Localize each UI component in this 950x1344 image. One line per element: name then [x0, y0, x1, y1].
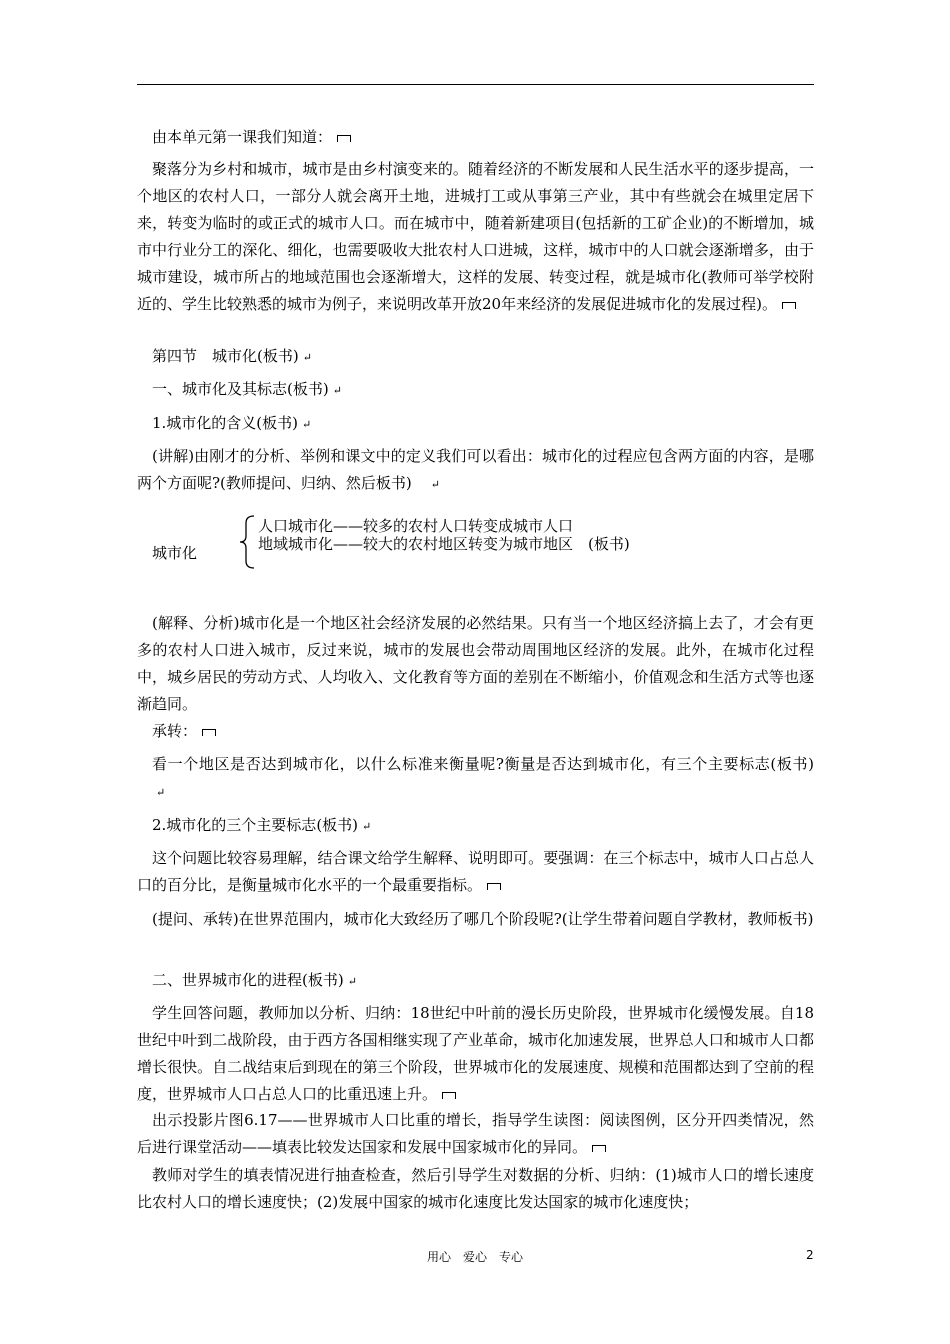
heading-one	[152, 376, 342, 404]
section-heading	[152, 343, 312, 371]
paragraph-mark-icon	[592, 1145, 606, 1152]
header-rule	[137, 84, 814, 85]
paragraph-2-text: (讲解)由刚才的分析、举例和课文中的定义我们可以看出：城市化的过程应包含两方面的内容，是哪两个方面呢?(教师提问、归纳、然后板书)	[137, 447, 814, 492]
line-break-mark-icon: ↵	[347, 974, 357, 988]
transition-text: 承转：	[152, 722, 198, 740]
intro-text: 由本单元第一课我们知道：	[152, 128, 333, 146]
paragraph-4	[137, 751, 814, 806]
heading-one-2-text: 2.城市化的三个主要标志(板书)	[152, 816, 359, 834]
paragraph-1-text: 聚落分为乡村和城市，城市是由乡村演变来的。随着经济的不断发展和人民生活水平的逐步提高，一个地区的农村人口，一部分人就会离开土地，进城打工或从事第三产业，其中有些就会在城里定居下来，转变为临时的或正式的城市人口。而在城市中，随着新建项目(包括新的工矿企业)的不断增加，城市中行业分工的深化、细化，也需要吸收大批农村人口进城，这样，城市中的人口就会逐渐增多，由于城市建设，城市所占的地域范围也会逐渐增大，这样的发展、转变过程，就是城市化(教师可举学校附近的、学生比较熟悉的城市为例子，来说明改革开放20年来经济的发展促进城市化的发展过程)。	[137, 160, 814, 313]
heading-two-text: 二、世界城市化的进程(板书)	[152, 971, 344, 989]
heading-one-1	[152, 410, 311, 438]
paragraph-mark-icon	[337, 135, 351, 142]
heading-one-2	[152, 812, 371, 840]
section-heading-text: 第四节 城市化(板书)	[152, 347, 299, 365]
line-break-mark-icon: ↵	[362, 819, 372, 833]
line-break-mark-icon: ↵	[332, 383, 342, 397]
line-break-mark-icon: ↵	[302, 350, 312, 364]
paragraph-4-text: 看一个地区是否达到城市化，以什么标准来衡量呢?衡量是否达到城市化，有三个主要标志(板书)	[152, 755, 814, 773]
paragraph-3-text: (解释、分析)城市化是一个地区社会经济发展的必然结果。只有当一个地区经济搞上去了，才会有更多的农村人口进入城市，反过来说，城市的发展也会带动周围地区经济的发展。此外，在城市化过程中，城乡居民的劳动方式、人均收入、文化教育等方面的差别在不断缩小，价值观念和生活方式等也逐渐趋同。	[137, 614, 814, 713]
paragraph-9	[137, 1162, 814, 1216]
curly-brace-icon	[236, 515, 258, 569]
line-break-mark-icon: ↵	[430, 477, 440, 491]
line-break-mark-icon: ↵	[156, 785, 166, 799]
intro-line	[152, 124, 351, 151]
transition-line	[152, 718, 216, 745]
brace-label: 城市化	[152, 544, 198, 562]
paragraph-7	[137, 1000, 814, 1108]
paragraph-mark-icon	[202, 729, 216, 736]
paragraph-mark-icon	[442, 1092, 456, 1099]
paragraph-mark-icon	[487, 883, 501, 890]
paragraph-7-text: 学生回答问题，教师加以分析、归纳：18世纪中叶前的漫长历史阶段，世界城市化缓慢发展。自18世纪中叶到二战阶段，由于西方各国相继实现了产业革命，城市化加速发展，世界总人口和城市人口都增长很快。自二战结束后到现在的第三个阶段，世界城市化的发展速度、规模和范围都达到了空前的程度，世界城市人口占总人口的比重迅速上升。	[137, 1004, 814, 1103]
paragraph-6	[137, 906, 814, 933]
paragraph-mark-icon	[782, 302, 796, 309]
brace-item-2: 地域城市化——较大的农村地区转变为城市地区 (板书)	[258, 535, 630, 553]
heading-two	[152, 967, 357, 995]
brace-item-1: 人口城市化——较多的农村人口转变成城市人口	[258, 517, 574, 535]
paragraph-9-text: 教师对学生的填表情况进行抽查检查，然后引导学生对数据的分析、归纳：(1)城市人口的增长速度比农村人口的增长速度快；(2)发展中国家的城市化速度比发达国家的城市化速度快；	[137, 1166, 814, 1211]
paragraph-2	[137, 443, 814, 498]
paragraph-1	[137, 156, 814, 318]
page-number: 2	[806, 1248, 814, 1262]
paragraph-5-text: 这个问题比较容易理解，结合课文给学生解释、说明即可。要强调：在三个标志中，城市人口占总人口的百分比，是衡量城市化水平的一个最重要指标。	[137, 849, 814, 894]
page-footer: 用心 爱心 专心	[426, 1250, 523, 1264]
paragraph-5	[137, 845, 814, 899]
paragraph-3	[137, 610, 814, 718]
heading-one-1-text: 1.城市化的含义(板书)	[152, 414, 299, 432]
heading-one-text: 一、城市化及其标志(板书)	[152, 380, 329, 398]
paragraph-6-text: (提问、承转)在世界范围内，城市化大致经历了哪几个阶段呢?(让学生带着问题自学教材，教师板书)	[152, 910, 814, 928]
paragraph-8	[137, 1107, 814, 1161]
line-break-mark-icon: ↵	[302, 417, 312, 431]
paragraph-8-text: 出示投影片图6.17——世界城市人口比重的增长，指导学生读图：阅读图例，区分开四类情况，然后进行课堂活动——填表比较发达国家和发展中国家城市化的异同。	[137, 1111, 814, 1156]
